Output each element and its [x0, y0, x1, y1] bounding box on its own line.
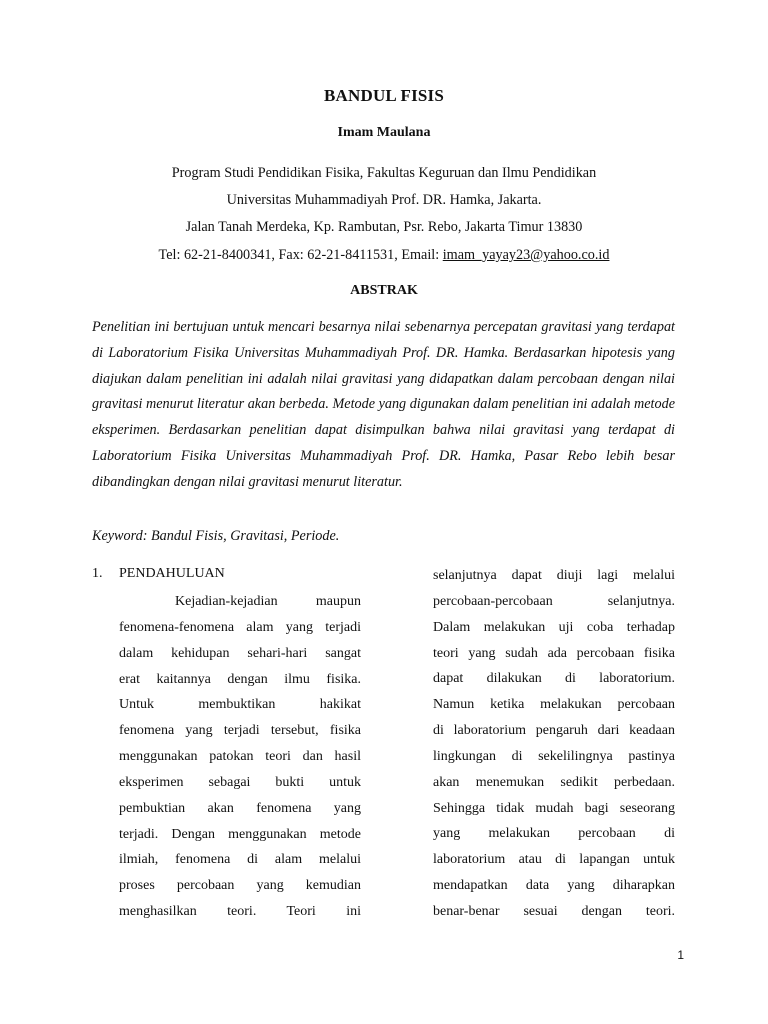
text-line: mendapatkan data yang diharapkan [433, 878, 675, 894]
text-line: terjadi. Dengan menggunakan metode [119, 826, 361, 842]
text-line: Sehingga tidak mudah bagi seseorang [433, 800, 675, 816]
abstract-text: Penelitian ini bertujuan untuk mencari besarnya nilai sebenarnya percepatan gravitasi yang terdapat di Laboratorium Fisika Universitas Muhammadiyah Prof. DR. Hamka. Berdasarkan hipotesis yang diajukan dalam penelitian ini adalah nilai gravitasi yang didapatkan dalam percobaan dengan nilai gravitasi menurut literatur akan berbeda. Metode yang digunakan dalam penelitian ini adalah metode eksperimen. Berdasarkan penelitian dapat disimpulkan bahwa nilai gravitasi yang terdapat di Laboratorium Fisika Universitas Muhammadiyah Prof. DR. Hamka, Pasar Rebo lebih besar dibandingkan dengan nilai gravitasi menurut literatur. [92, 319, 675, 490]
abstract-heading: ABSTRAK [350, 283, 418, 298]
text-line: akan menemukan sedikit perbedaan. [433, 774, 675, 790]
affiliation-line-1: Program Studi Pendidikan Fisika, Fakultas Keguruan dan Ilmu Pendidikan [171, 165, 597, 181]
author-name: Imam Maulana [337, 125, 431, 140]
text-line: pembuktian akan fenomena yang [119, 800, 361, 816]
text-line: di laboratorium pengaruh dari keadaan [433, 723, 675, 739]
text-line: Namun ketika melakukan percobaan [433, 697, 675, 713]
paper-title: BANDUL FISIS [323, 86, 445, 105]
text-line: selanjutnya dapat diuji lagi melalui [433, 568, 675, 583]
right-column [433, 566, 675, 928]
contact-details: Tel: 62-21-8400341, Fax: 62-21-8411531, Email: [158, 247, 443, 263]
text-line: Dalam melakukan uji coba terhadap [433, 619, 675, 635]
text-line: fenomena yang terjadi tersebut, fisika [119, 723, 361, 739]
text-line: ilmiah, fenomena di alam melalui [119, 852, 361, 868]
text-line: Untuk membuktikan hakikat [119, 697, 361, 713]
contact-line [0, 247, 768, 264]
keywords: Keyword: Bandul Fisis, Gravitasi, Periode. [92, 528, 340, 544]
email-link[interactable]: imam_yayay23@yahoo.co.id [442, 247, 610, 263]
text-line: dalam kehidupan sehari-hari sangat [119, 645, 361, 661]
affiliation-line-2: Universitas Muhammadiyah Prof. DR. Hamka, Jakarta. [226, 192, 542, 208]
text-line: fenomena-fenomena alam yang terjadi [119, 619, 361, 635]
text-line: lingkungan di sekelilingnya pastinya [433, 748, 675, 764]
text-line: percobaan-percobaan selanjutnya. [433, 593, 675, 609]
text-line: erat kaitannya dengan ilmu fisika. [119, 671, 361, 687]
affiliation-line-3: Jalan Tanah Merdeka, Kp. Rambutan, Psr. Rebo, Jakarta Timur 13830 [185, 219, 583, 235]
text-line: dapat dilakukan di laboratorium. [433, 671, 675, 687]
text-line: benar-benar sesuai dengan teori. [433, 903, 675, 919]
text-line: laboratorium atau di lapangan untuk [433, 852, 675, 868]
text-line: proses percobaan yang kemudian [119, 878, 361, 894]
text-line: Kejadian-kejadian maupun [175, 594, 361, 609]
section-title: PENDAHULUAN [119, 566, 225, 581]
text-line: yang melakukan percobaan di [433, 826, 675, 842]
section-number: 1. [92, 566, 103, 581]
text-line: eksperimen sebagai bukti untuk [119, 774, 361, 790]
page-number: 1 [677, 948, 684, 962]
text-line: menggunakan patokan teori dan hasil [119, 749, 361, 765]
left-column [119, 592, 361, 928]
text-line: menghasilkan teori. Teori ini [119, 904, 361, 920]
text-line: teori yang sudah ada percobaan fisika [433, 645, 675, 661]
